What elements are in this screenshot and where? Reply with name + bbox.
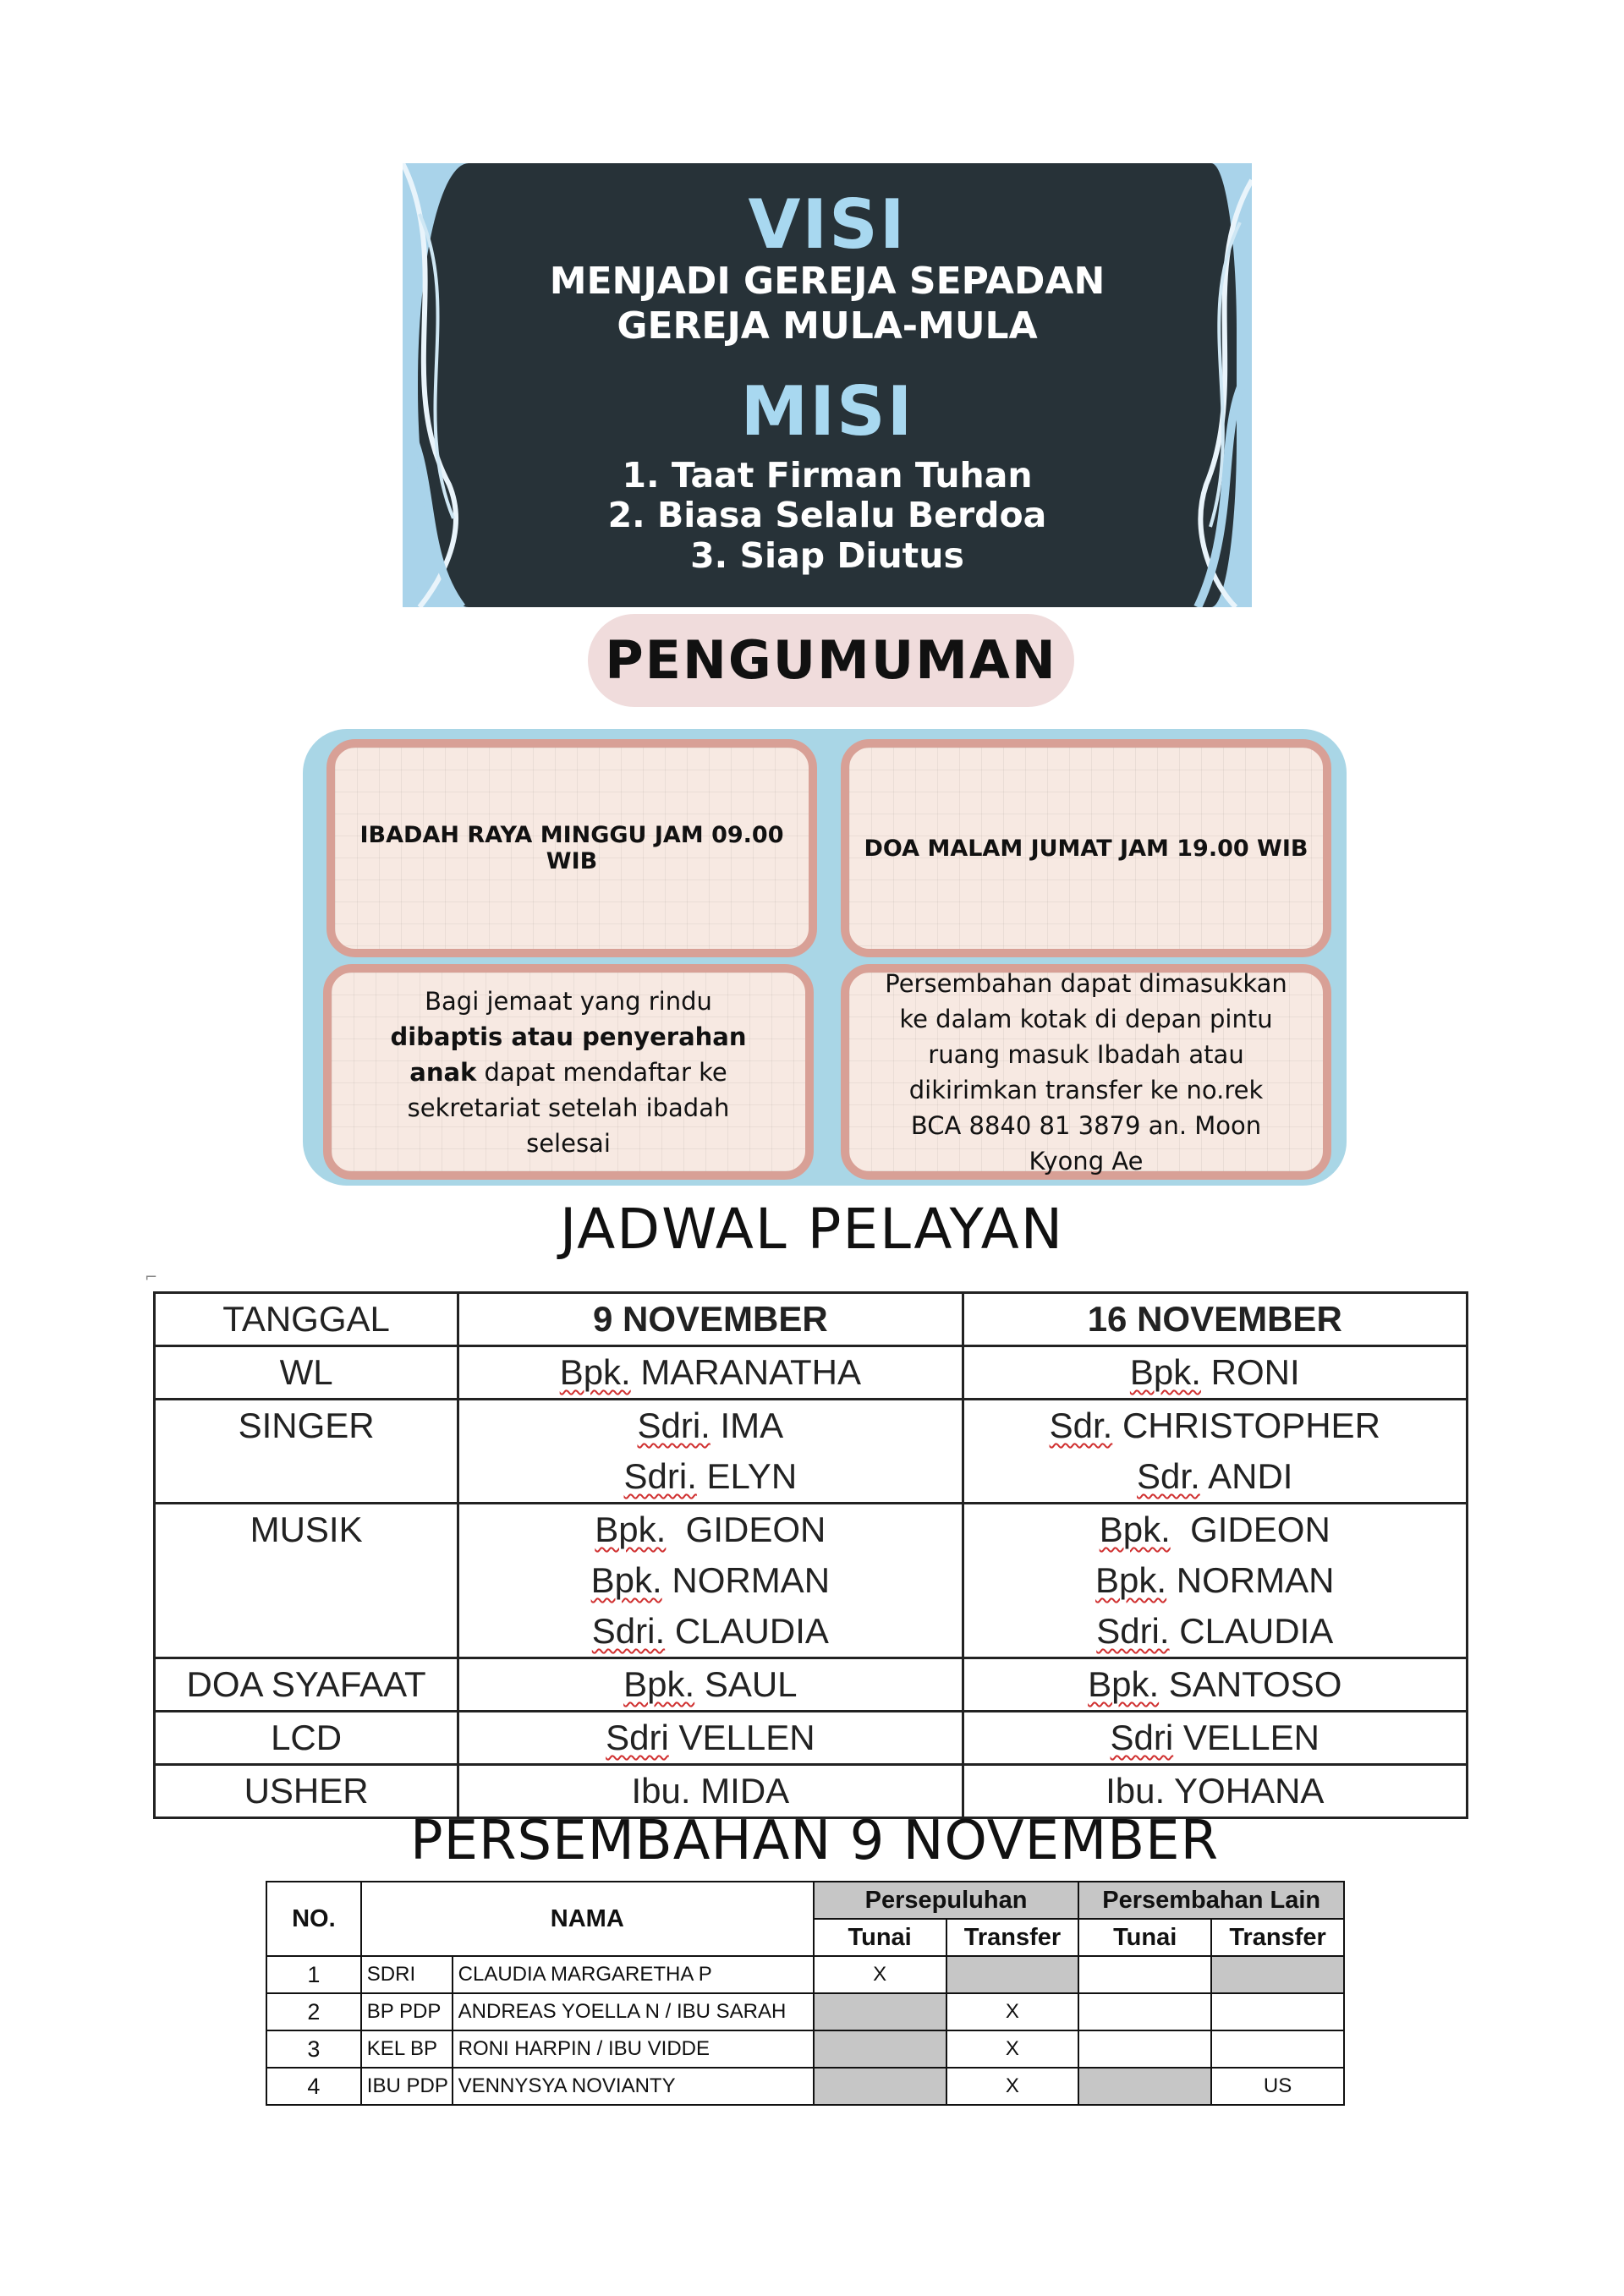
table-row xyxy=(266,2030,1344,2068)
servant-name: Sdri. CLAUDIA xyxy=(591,1611,829,1651)
announcement-heading: PENGUMUMAN xyxy=(588,614,1074,707)
card-baptis xyxy=(323,964,814,1180)
table-row xyxy=(155,1346,1468,1400)
row-label: TANGGAL xyxy=(222,1299,390,1339)
table-row xyxy=(155,1293,1468,1346)
col-header-tunai: Tunai xyxy=(1078,1919,1211,1956)
servant-name: Bpk. SAUL xyxy=(623,1664,798,1704)
misi-item: 3. Siap Diutus xyxy=(690,535,964,576)
col-header-persepuluhan: Persepuluhan xyxy=(814,1882,1079,1919)
row-nama: VENNYSYA NOVIANTY xyxy=(453,2068,814,2105)
col-header-tunai: Tunai xyxy=(814,1919,946,1956)
jadwal-title: JADWAL PELAYAN xyxy=(559,1197,1065,1262)
row-prefix: BP PDP xyxy=(361,1993,453,2030)
card-persembahan xyxy=(841,964,1331,1180)
servant-name: Bpk. SANTOSO xyxy=(1088,1664,1342,1704)
card-ibadah-text: IBADAH RAYA MINGGU JAM 09.00 WIB xyxy=(359,822,784,874)
col-header-lain: Persembahan Lain xyxy=(1078,1882,1344,1919)
card-ibadah xyxy=(326,739,817,957)
servant-name: Bpk. NORMAN xyxy=(590,1560,831,1600)
servant-name: Sdr. CHRISTOPHER xyxy=(1049,1406,1380,1445)
col-header-nama: NAMA xyxy=(361,1882,814,1956)
row-tunai1 xyxy=(814,2068,946,2105)
row-tunai1 xyxy=(814,1993,946,2030)
servant-name: Ibu. MIDA xyxy=(631,1771,790,1811)
table-row xyxy=(155,1658,1468,1712)
row-label: SINGER xyxy=(238,1406,375,1445)
row-tunai1 xyxy=(814,2030,946,2068)
row-label: DOA SYAFAAT xyxy=(186,1664,426,1704)
row-transfer1: X xyxy=(946,2068,1079,2105)
visi-heading: VISI xyxy=(748,185,907,264)
card-baptis-pre: Bagi jemaat yang rindu xyxy=(425,986,712,1016)
date-header: 9 NOVEMBER xyxy=(592,1299,828,1339)
servant-name: Sdri. IMA xyxy=(637,1406,784,1445)
row-prefix: KEL BP xyxy=(361,2030,453,2068)
visi-line: GEREJA MULA-MULA xyxy=(617,304,1038,348)
row-no: 4 xyxy=(266,2068,361,2105)
persembahan-title: PERSEMBAHAN 9 NOVEMBER xyxy=(410,1810,1220,1872)
card-baptis-bold: dibaptis atau penyerahan anak xyxy=(390,1022,747,1087)
servant-name: Bpk. GIDEON xyxy=(595,1510,826,1549)
row-tunai2 xyxy=(1078,1956,1211,1993)
servant-name: Sdr. ANDI xyxy=(1137,1456,1293,1496)
servant-name: Sdri. CLAUDIA xyxy=(1096,1611,1334,1651)
misi-item: 1. Taat Firman Tuhan xyxy=(622,455,1033,496)
card-baptis-text xyxy=(332,984,805,1161)
row-transfer2: US xyxy=(1211,2068,1344,2105)
col-header-transfer: Transfer xyxy=(946,1919,1079,1956)
row-label: LCD xyxy=(271,1718,343,1757)
row-label: WL xyxy=(279,1352,333,1392)
servant-name: Bpk. RONI xyxy=(1129,1352,1300,1392)
row-transfer1: X xyxy=(946,1993,1079,2030)
misi-item: 2. Biasa Selalu Berdoa xyxy=(607,495,1047,535)
servant-name: Sdri VELLEN xyxy=(1110,1718,1320,1757)
card-baptis-post: dapat mendaftar ke sekretariat setelah ibadah selesai xyxy=(407,1057,730,1158)
row-transfer1 xyxy=(946,1956,1079,1993)
row-nama: RONI HARPIN / IBU VIDDE xyxy=(453,2030,814,2068)
row-prefix: IBU PDP xyxy=(361,2068,453,2105)
row-prefix: SDRI xyxy=(361,1956,453,1993)
jadwal-table xyxy=(153,1291,1468,1819)
row-transfer2 xyxy=(1211,1993,1344,2030)
row-transfer2 xyxy=(1211,2030,1344,2068)
row-no: 2 xyxy=(266,1993,361,2030)
servant-name: Bpk. GIDEON xyxy=(1099,1510,1330,1549)
servant-name: Sdri VELLEN xyxy=(606,1718,815,1757)
row-transfer2 xyxy=(1211,1956,1344,1993)
misi-heading: MISI xyxy=(740,372,914,451)
table-row xyxy=(155,1712,1468,1765)
servant-name: Sdri. ELYN xyxy=(623,1456,798,1496)
persembahan-table xyxy=(266,1881,1345,2106)
cell-marker-icon: ⌐ xyxy=(145,1269,158,1286)
row-label: USHER xyxy=(244,1771,369,1811)
announcement-panel xyxy=(303,729,1347,1186)
col-header-no: NO. xyxy=(266,1882,361,1956)
table-row xyxy=(266,1956,1344,1993)
table-row xyxy=(155,1400,1468,1504)
card-persembahan-text: Persembahan dapat dimasukkan ke dalam kotak di depan pintu ruang masuk Ibadah atau dikirimkan transfer ke no.rek BCA 8840 81 3879 an. Moon Kyong Ae xyxy=(885,968,1287,1175)
row-transfer1: X xyxy=(946,2030,1079,2068)
visi-line: MENJADI GEREJA SEPADAN xyxy=(549,260,1106,303)
row-tunai2 xyxy=(1078,1993,1211,2030)
row-tunai2 xyxy=(1078,2068,1211,2105)
card-doa xyxy=(841,739,1331,957)
servant-name: Ibu. YOHANA xyxy=(1106,1771,1325,1811)
servant-name: Bpk. MARANATHA xyxy=(559,1352,861,1392)
row-tunai1: X xyxy=(814,1956,946,1993)
row-nama: CLAUDIA MARGARETHA P xyxy=(453,1956,814,1993)
servant-name: Bpk. NORMAN xyxy=(1095,1560,1335,1600)
table-row xyxy=(266,1993,1344,2030)
row-label: MUSIK xyxy=(250,1510,363,1549)
col-header-transfer: Transfer xyxy=(1211,1919,1344,1956)
table-row xyxy=(266,2068,1344,2105)
table-header-row xyxy=(266,1882,1344,1919)
row-no: 3 xyxy=(266,2030,361,2068)
row-no: 1 xyxy=(266,1956,361,1993)
date-header: 16 NOVEMBER xyxy=(1087,1299,1342,1339)
row-tunai2 xyxy=(1078,2030,1211,2068)
row-nama: ANDREAS YOELLA N / IBU SARAH xyxy=(453,1993,814,2030)
card-doa-text: DOA MALAM JUMAT JAM 19.00 WIB xyxy=(864,835,1309,862)
table-row xyxy=(155,1504,1468,1658)
visi-misi-banner xyxy=(403,163,1252,607)
